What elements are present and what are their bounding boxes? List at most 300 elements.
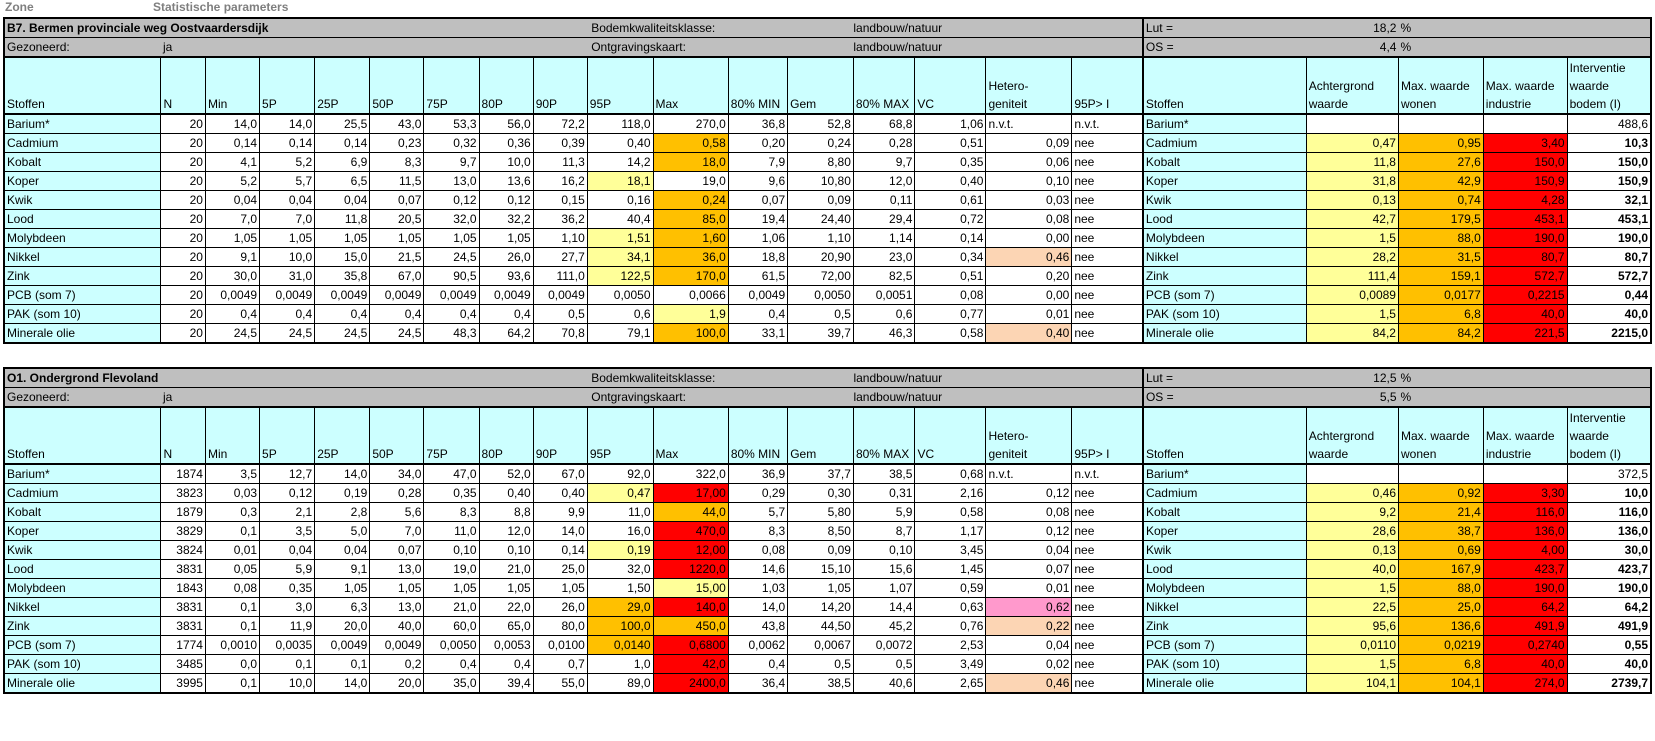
cell-n: 20 — [161, 229, 206, 248]
cell-p95i: n.v.t. — [1072, 114, 1143, 134]
cell-won: 0,0177 — [1398, 286, 1483, 305]
cell-p95i: nee — [1072, 579, 1143, 598]
cell-max80: 14,4 — [853, 598, 915, 617]
col-header-max: Max — [653, 407, 728, 464]
cell-p25: 1,05 — [315, 579, 370, 598]
cell-p95: 0,16 — [587, 191, 653, 210]
cell-won: 25,0 — [1399, 598, 1484, 617]
col-header-stoffen: Stoffen — [4, 407, 161, 464]
cell-ach: 31,8 — [1306, 172, 1398, 191]
cell-min: 0,04 — [205, 191, 259, 210]
cell-gem: 38,5 — [788, 674, 854, 694]
cell-p5: 11,9 — [260, 617, 315, 636]
cell-gem: 20,90 — [788, 248, 854, 267]
cell-max80: 0,11 — [853, 191, 915, 210]
cell-n: 3831 — [161, 560, 206, 579]
cell-p50: 0,4 — [370, 305, 424, 324]
cell-p5: 12,7 — [260, 464, 315, 484]
cell-gem: 8,80 — [788, 153, 854, 172]
cell-name: Zink — [4, 267, 161, 286]
cell-name2: Lood — [1143, 210, 1306, 229]
col-header-wonen: Max. waarde wonen — [1399, 407, 1484, 464]
cell-p50: 0,07 — [370, 541, 424, 560]
cell-max80: 0,28 — [853, 134, 915, 153]
cell-p75: 90,5 — [424, 267, 479, 286]
cell-p50: 20,0 — [370, 674, 424, 694]
cell-min: 3,5 — [205, 464, 259, 484]
table-row — [4, 248, 1651, 267]
cell-p95i: nee — [1072, 286, 1143, 305]
table-row — [4, 636, 1651, 655]
cell-name2: Kwik — [1143, 541, 1306, 560]
cell-name2: Zink — [1143, 267, 1306, 286]
cell-p80: 0,0053 — [479, 636, 533, 655]
cell-p75: 13,0 — [424, 172, 479, 191]
table-row — [4, 305, 1651, 324]
cell-min: 9,1 — [205, 248, 259, 267]
cell-min80: 14,0 — [728, 598, 787, 617]
cell-p5: 2,1 — [260, 503, 315, 522]
col-header-gem: Gem — [788, 57, 854, 114]
col-header-p95i: 95P> I — [1072, 407, 1143, 464]
cell-p90: 16,2 — [533, 172, 587, 191]
cell-ind: 150,0 — [1483, 153, 1567, 172]
lut-value: 18,2 — [1306, 18, 1398, 38]
cell-p95: 122,5 — [587, 267, 653, 286]
cell-p25: 0,0049 — [315, 636, 370, 655]
cell-name: Kwik — [4, 191, 161, 210]
cell-min80: 0,08 — [728, 541, 787, 560]
cell-p90: 1,10 — [533, 229, 587, 248]
cell-min: 0,03 — [205, 484, 259, 503]
bkk-value: landbouw/natuur — [853, 18, 1143, 38]
cell-p95i: nee — [1072, 229, 1143, 248]
cell-p50: 8,3 — [370, 153, 424, 172]
cell-vc: 1,45 — [915, 560, 986, 579]
cell-name: Nikkel — [4, 598, 161, 617]
cell-name2: Minerale olie — [1143, 324, 1306, 344]
cell-p50: 13,0 — [370, 560, 424, 579]
cell-vc: 0,34 — [915, 248, 986, 267]
cell-won: 0,95 — [1398, 134, 1483, 153]
cell-n: 1874 — [161, 464, 206, 484]
cell-p50: 20,5 — [370, 210, 424, 229]
cell-ach: 0,0089 — [1306, 286, 1398, 305]
cell-min: 0,1 — [205, 674, 259, 694]
cell-name: PAK (som 10) — [4, 655, 161, 674]
cell-won — [1398, 114, 1483, 134]
cell-max: 0,58 — [653, 134, 728, 153]
cell-min: 0,08 — [205, 579, 259, 598]
cell-ach — [1306, 464, 1398, 484]
cell-p25: 0,4 — [315, 305, 370, 324]
cell-p90: 0,0049 — [533, 286, 587, 305]
cell-won: 0,92 — [1399, 484, 1484, 503]
col-header-p95: 95P — [587, 57, 653, 114]
cell-p75: 0,0049 — [424, 286, 479, 305]
cell-min80: 36,4 — [728, 674, 787, 694]
lut-label: Lut = — [1143, 368, 1306, 388]
cell-ind: 423,7 — [1483, 560, 1567, 579]
cell-het: 0,04 — [986, 541, 1072, 560]
cell-p80: 65,0 — [479, 617, 533, 636]
cell-p50: 0,07 — [370, 191, 424, 210]
cell-gem: 0,09 — [788, 541, 854, 560]
cell-max: 12,00 — [653, 541, 728, 560]
cell-p5: 0,04 — [260, 191, 315, 210]
cell-vc: 0,68 — [915, 464, 986, 484]
cell-name: Lood — [4, 560, 161, 579]
cell-p90: 80,0 — [533, 617, 587, 636]
cell-p25: 6,9 — [315, 153, 370, 172]
cell-ind: 0,2740 — [1483, 636, 1567, 655]
cell-vc: 0,51 — [915, 267, 986, 286]
cell-min: 14,0 — [205, 114, 259, 134]
cell-max: 170,0 — [653, 267, 728, 286]
cell-min: 0,1 — [205, 617, 259, 636]
cell-ind: 150,9 — [1483, 172, 1567, 191]
cell-p75: 8,3 — [424, 503, 479, 522]
cell-p90: 111,0 — [533, 267, 587, 286]
col-header-interventie: Interventie waarde bodem (I) — [1567, 407, 1651, 464]
cell-p5: 0,1 — [260, 655, 315, 674]
cell-name: Kobalt — [4, 153, 161, 172]
cell-het: n.v.t. — [986, 114, 1072, 134]
table-row — [4, 541, 1651, 560]
cell-p5: 0,4 — [260, 305, 315, 324]
cell-ind: 3,30 — [1483, 484, 1567, 503]
col-header-p90: 90P — [533, 407, 587, 464]
cell-ach — [1306, 114, 1398, 134]
cell-won: 31,5 — [1398, 248, 1483, 267]
cell-max80: 0,6 — [853, 305, 915, 324]
col-header-stoffen2: Stoffen — [1143, 407, 1306, 464]
cell-max: 140,0 — [653, 598, 728, 617]
cell-name: Barium* — [4, 464, 161, 484]
ogk-label: Ontgravingskaart: — [533, 38, 853, 58]
cell-name: Koper — [4, 172, 161, 191]
cell-won: 179,5 — [1398, 210, 1483, 229]
cell-int: 10,0 — [1567, 484, 1651, 503]
col-header-p95: 95P — [587, 407, 653, 464]
col-header-vc: VC — [915, 407, 986, 464]
cell-p90: 70,8 — [533, 324, 587, 344]
cell-won: 27,6 — [1398, 153, 1483, 172]
table-row — [4, 464, 1651, 484]
cell-ind: 40,0 — [1483, 305, 1567, 324]
cell-won — [1399, 464, 1484, 484]
cell-p95: 0,19 — [587, 541, 653, 560]
cell-min80: 7,9 — [728, 153, 787, 172]
cell-p5: 0,0049 — [260, 286, 315, 305]
cell-p90: 36,2 — [533, 210, 587, 229]
cell-p75: 53,3 — [424, 114, 479, 134]
cell-p95: 14,2 — [587, 153, 653, 172]
cell-gem: 0,5 — [788, 655, 854, 674]
col-header-max80: 80% MAX — [853, 407, 915, 464]
cell-ach: 28,2 — [1306, 248, 1398, 267]
cell-int: 150,9 — [1567, 172, 1651, 191]
cell-p80: 93,6 — [479, 267, 533, 286]
cell-name2: Cadmium — [1143, 484, 1306, 503]
cell-p5: 0,0035 — [260, 636, 315, 655]
cell-ach: 0,46 — [1306, 484, 1398, 503]
cell-p50: 0,2 — [370, 655, 424, 674]
cell-max80: 15,6 — [853, 560, 915, 579]
cell-ach: 0,0110 — [1306, 636, 1398, 655]
cell-max80: 29,4 — [853, 210, 915, 229]
cell-max: 18,0 — [653, 153, 728, 172]
cell-p50: 21,5 — [370, 248, 424, 267]
cell-min: 24,5 — [205, 324, 259, 344]
cell-het: 0,46 — [986, 248, 1072, 267]
table-row — [4, 286, 1651, 305]
cell-p25: 0,04 — [315, 541, 370, 560]
cell-max: 470,0 — [653, 522, 728, 541]
cell-p95: 118,0 — [587, 114, 653, 134]
cell-n: 1774 — [161, 636, 206, 655]
cell-ind: 491,9 — [1483, 617, 1567, 636]
cell-het: 0,01 — [986, 305, 1072, 324]
cell-min: 0,1 — [205, 522, 259, 541]
cell-n: 20 — [161, 267, 206, 286]
cell-ind: 190,0 — [1483, 579, 1567, 598]
cell-p25: 6,3 — [315, 598, 370, 617]
col-header-interventie: Interventie waarde bodem (I) — [1567, 57, 1651, 114]
table-row — [4, 191, 1651, 210]
cell-vc: 2,16 — [915, 484, 986, 503]
cell-int: 10,3 — [1567, 134, 1651, 153]
cell-gem: 0,09 — [788, 191, 854, 210]
cell-p80: 0,40 — [479, 484, 533, 503]
cell-het: 0,09 — [986, 134, 1072, 153]
cell-p90: 0,5 — [533, 305, 587, 324]
cell-p90: 0,39 — [533, 134, 587, 153]
col-header-p80: 80P — [479, 57, 533, 114]
cell-max: 270,0 — [653, 114, 728, 134]
cell-p80: 13,6 — [479, 172, 533, 191]
cell-name2: Kwik — [1143, 191, 1306, 210]
cell-won: 167,9 — [1399, 560, 1484, 579]
cell-p80: 56,0 — [479, 114, 533, 134]
cell-vc: 2,53 — [915, 636, 986, 655]
cell-gem: 0,5 — [788, 305, 854, 324]
cell-p50: 0,0049 — [370, 286, 424, 305]
cell-ach: 9,2 — [1306, 503, 1398, 522]
cell-n: 3829 — [161, 522, 206, 541]
cell-p80: 12,0 — [479, 522, 533, 541]
cell-ach: 11,8 — [1306, 153, 1398, 172]
cell-name: Minerale olie — [4, 674, 161, 694]
cell-n: 1879 — [161, 503, 206, 522]
cell-p95: 92,0 — [587, 464, 653, 484]
cell-vc: 0,76 — [915, 617, 986, 636]
cell-int: 572,7 — [1567, 267, 1651, 286]
os-value: 4,4 — [1306, 38, 1398, 58]
cell-ind: 274,0 — [1483, 674, 1567, 694]
cell-int: 136,0 — [1567, 522, 1651, 541]
cell-p25: 35,8 — [315, 267, 370, 286]
cell-max80: 0,0072 — [853, 636, 915, 655]
cell-name: Koper — [4, 522, 161, 541]
cell-p75: 0,0050 — [424, 636, 479, 655]
cell-max: 450,0 — [653, 617, 728, 636]
cell-ind: 221,5 — [1483, 324, 1567, 344]
cell-gem: 0,0050 — [788, 286, 854, 305]
cell-max: 0,6800 — [653, 636, 728, 655]
cell-ach: 0,13 — [1306, 191, 1398, 210]
cell-name2: Nikkel — [1143, 598, 1306, 617]
cell-p80: 0,0049 — [479, 286, 533, 305]
table-row — [4, 560, 1651, 579]
table-row — [4, 503, 1651, 522]
col-header-max80: 80% MAX — [853, 57, 915, 114]
cell-n: 20 — [161, 191, 206, 210]
cell-p5: 5,9 — [260, 560, 315, 579]
cell-p25: 5,0 — [315, 522, 370, 541]
cell-int: 0,55 — [1567, 636, 1651, 655]
cell-p80: 1,05 — [479, 229, 533, 248]
col-header-stoffen2: Stoffen — [1143, 57, 1306, 114]
cell-p5: 5,2 — [260, 153, 315, 172]
cell-min80: 0,07 — [728, 191, 787, 210]
cell-p25: 20,0 — [315, 617, 370, 636]
cell-max: 42,0 — [653, 655, 728, 674]
section-title: B7. Bermen provinciale weg Oostvaardersdijk — [4, 18, 533, 38]
cell-name2: Minerale olie — [1143, 674, 1306, 694]
cell-ach: 1,5 — [1306, 305, 1398, 324]
lut-unit: % — [1398, 18, 1651, 38]
cell-name2: PAK (som 10) — [1143, 655, 1306, 674]
cell-p80: 64,2 — [479, 324, 533, 344]
gezoneerd-label: Gezoneerd: — [4, 388, 161, 408]
cell-min80: 0,4 — [728, 655, 787, 674]
cell-min80: 0,4 — [728, 305, 787, 324]
cell-p50: 1,05 — [370, 229, 424, 248]
cell-p50: 67,0 — [370, 267, 424, 286]
cell-p95i: nee — [1072, 191, 1143, 210]
cell-min80: 8,3 — [728, 522, 787, 541]
cell-het: 0,06 — [986, 153, 1072, 172]
cell-p90: 27,7 — [533, 248, 587, 267]
cell-name2: PCB (som 7) — [1143, 286, 1306, 305]
gezoneerd-label: Gezoneerd: — [4, 38, 161, 58]
cell-p80: 32,2 — [479, 210, 533, 229]
cell-max80: 46,3 — [853, 324, 915, 344]
cell-p95i: nee — [1072, 598, 1143, 617]
col-header-min80: 80% MIN — [728, 57, 787, 114]
cell-p95i: nee — [1072, 674, 1143, 694]
cell-p75: 1,05 — [424, 229, 479, 248]
cell-p25: 0,19 — [315, 484, 370, 503]
cell-vc: 0,14 — [915, 229, 986, 248]
cell-won: 6,8 — [1398, 305, 1483, 324]
cell-max80: 1,07 — [853, 579, 915, 598]
cell-ach: 84,2 — [1306, 324, 1398, 344]
cell-gem: 10,80 — [788, 172, 854, 191]
cell-max: 44,0 — [653, 503, 728, 522]
cell-vc: 0,63 — [915, 598, 986, 617]
cell-p95i: nee — [1072, 484, 1143, 503]
col-header-n: N — [161, 407, 206, 464]
cell-int: 40,0 — [1567, 305, 1651, 324]
cell-p25: 0,0049 — [315, 286, 370, 305]
cell-ind — [1483, 114, 1567, 134]
cell-n: 3823 — [161, 484, 206, 503]
cell-ind: 0,2215 — [1483, 286, 1567, 305]
cell-p80: 0,12 — [479, 191, 533, 210]
cell-won: 136,6 — [1399, 617, 1484, 636]
cell-min80: 43,8 — [728, 617, 787, 636]
cell-n: 20 — [161, 134, 206, 153]
cell-p90: 67,0 — [533, 464, 587, 484]
cell-won: 0,69 — [1399, 541, 1484, 560]
col-header-p75: 75P — [424, 407, 479, 464]
cell-p95: 0,0140 — [587, 636, 653, 655]
col-header-p25: 25P — [315, 57, 370, 114]
cell-p75: 0,12 — [424, 191, 479, 210]
os-unit: % — [1398, 38, 1651, 58]
cell-min80: 18,8 — [728, 248, 787, 267]
cell-n: 3831 — [161, 598, 206, 617]
table-row — [4, 674, 1651, 694]
cell-vc: 3,49 — [915, 655, 986, 674]
table-row — [4, 324, 1651, 344]
cell-p95i: nee — [1072, 153, 1143, 172]
cell-max: 19,0 — [653, 172, 728, 191]
cell-name: Lood — [4, 210, 161, 229]
col-header-p80: 80P — [479, 407, 533, 464]
cell-p95: 1,51 — [587, 229, 653, 248]
table-row — [4, 655, 1651, 674]
cell-name2: Kobalt — [1143, 503, 1306, 522]
cell-p95i: nee — [1072, 172, 1143, 191]
cell-name: Molybdeen — [4, 229, 161, 248]
cell-min: 30,0 — [205, 267, 259, 286]
ogk-value: landbouw/natuur — [853, 38, 1143, 58]
cell-n: 20 — [161, 114, 206, 134]
cell-p90: 72,2 — [533, 114, 587, 134]
cell-won: 84,2 — [1398, 324, 1483, 344]
cell-won: 0,74 — [1398, 191, 1483, 210]
cell-p5: 3,0 — [260, 598, 315, 617]
cell-p25: 14,0 — [315, 674, 370, 694]
col-header-p75: 75P — [424, 57, 479, 114]
col-header-vc: VC — [915, 57, 986, 114]
stat-label: Statistische parameters — [153, 0, 289, 14]
cell-name: PCB (som 7) — [4, 286, 161, 305]
cell-p90: 0,14 — [533, 541, 587, 560]
cell-int: 488,6 — [1567, 114, 1651, 134]
col-header-max: Max — [653, 57, 728, 114]
cell-p90: 26,0 — [533, 598, 587, 617]
cell-p90: 55,0 — [533, 674, 587, 694]
cell-max80: 68,8 — [853, 114, 915, 134]
table-row — [4, 484, 1651, 503]
col-header-stoffen: Stoffen — [4, 57, 161, 114]
cell-p50: 0,28 — [370, 484, 424, 503]
cell-p95: 18,1 — [587, 172, 653, 191]
col-header-n: N — [161, 57, 206, 114]
col-header-p95i: 95P> I — [1072, 57, 1143, 114]
cell-ach: 1,5 — [1306, 579, 1398, 598]
cell-min: 0,0010 — [205, 636, 259, 655]
cell-p90: 14,0 — [533, 522, 587, 541]
cell-name2: Molybdeen — [1143, 579, 1306, 598]
cell-gem: 72,00 — [788, 267, 854, 286]
cell-p80: 39,4 — [479, 674, 533, 694]
cell-p80: 21,0 — [479, 560, 533, 579]
